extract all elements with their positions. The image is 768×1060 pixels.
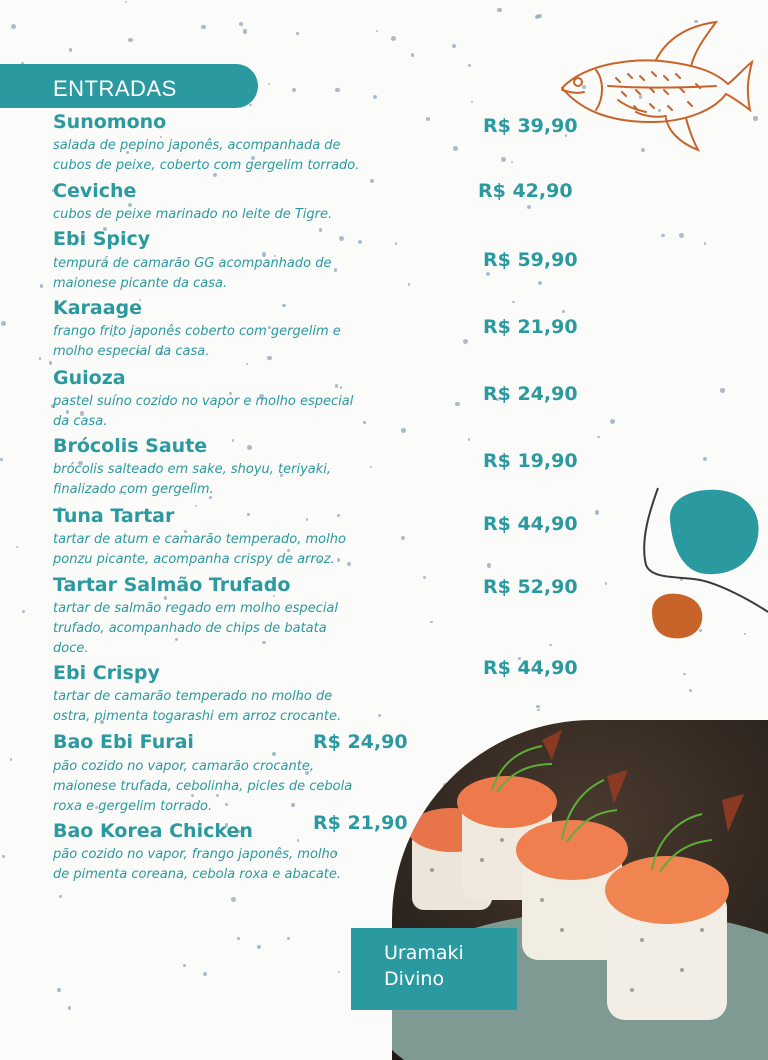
speckle-dot [689, 689, 692, 692]
speckle-dot [1, 321, 6, 326]
menu-item-description: de pimenta coreana, cebola roxa e abacate. [53, 867, 342, 882]
speckle-dot [69, 48, 72, 51]
menu-item-description: frango frito japonês coberto com gergelim e [53, 324, 341, 339]
speckle-dot [232, 439, 234, 441]
speckle-dot [335, 88, 340, 93]
speckle-dot [401, 428, 406, 433]
menu-item-description: maionese trufada, cebolinha, picles de cebola [53, 779, 353, 794]
menu-item-name: Ebi Spicy [53, 228, 151, 250]
menu-item-price: R$ 24,90 [313, 731, 408, 753]
speckle-dot [57, 988, 60, 991]
menu-item-description: maionese picante da casa. [53, 276, 228, 291]
menu-item-description: trufado, acompanhado de chips de batata [53, 621, 327, 636]
speckle-dot [297, 839, 299, 841]
speckle-dot [471, 101, 473, 103]
speckle-dot [347, 562, 351, 566]
speckle-dot [291, 803, 294, 806]
menu-item-price: R$ 39,90 [483, 115, 578, 137]
menu-item-name: Bao Korea Chicken [53, 820, 253, 842]
speckle-dot [262, 641, 266, 645]
menu-item-description: tartar de atum e camarão temperado, molho [53, 532, 346, 547]
speckle-dot [340, 386, 342, 388]
speckle-dot [334, 268, 337, 271]
speckle-dot [452, 44, 456, 48]
speckle-dot [239, 22, 243, 26]
speckle-dot [536, 705, 540, 709]
speckle-dot [376, 30, 378, 32]
speckle-dot [426, 117, 429, 120]
speckle-dot [195, 505, 197, 507]
orange-circle-icon [652, 594, 702, 639]
speckle-dot [549, 644, 552, 647]
speckle-dot [11, 24, 16, 29]
speckle-dot [282, 304, 286, 308]
speckle-dot [497, 8, 502, 13]
speckle-dot [411, 53, 415, 57]
speckle-dot [720, 388, 725, 393]
speckle-dot [661, 234, 665, 238]
menu-item-name: Sunomono [53, 111, 167, 133]
speckle-dot [363, 421, 365, 423]
speckle-dot [268, 83, 270, 85]
decorative-shapes [640, 480, 768, 650]
speckle-dot [246, 363, 248, 365]
menu-item-price: R$ 24,90 [483, 383, 578, 405]
speckle-dot [10, 758, 12, 760]
menu-item-description: da casa. [53, 414, 108, 429]
speckle-dot [0, 458, 3, 461]
speckle-dot [683, 673, 685, 675]
photo-caption-line1: Uramaki [384, 942, 464, 964]
speckle-dot [296, 32, 299, 35]
menu-item-description: doce. [53, 641, 89, 656]
speckle-dot [337, 514, 340, 517]
fish-illustration-icon [556, 18, 756, 158]
speckle-dot [257, 945, 261, 949]
speckle-dot [538, 281, 542, 285]
speckle-dot [703, 457, 707, 461]
speckle-dot [267, 356, 271, 360]
menu-item-description: cubos de peixe, coberto com gergelim torrado. [53, 158, 360, 173]
speckle-dot [40, 284, 43, 287]
menu-item-description: brócolis salteado em sake, shoyu, teriyaki, [53, 462, 332, 477]
menu-item-description: cubos de peixe marinado no leite de Tigre. [53, 207, 333, 222]
menu-item-description: finalizado com gergelim. [53, 482, 214, 497]
speckle-dot [401, 536, 405, 540]
speckle-dot [39, 357, 42, 360]
menu-item-price: R$ 19,90 [483, 450, 578, 472]
speckle-dot [430, 621, 433, 624]
speckle-dot [527, 205, 531, 209]
speckle-dot [535, 15, 539, 19]
speckle-dot [183, 964, 186, 967]
menu-item-description: tartar de salmão regado em molho especial [53, 601, 339, 616]
speckle-dot [511, 161, 514, 164]
teal-circle-icon [670, 490, 759, 574]
menu-item-name: Tuna Tartar [53, 505, 175, 527]
menu-item-price: R$ 52,90 [483, 576, 578, 598]
speckle-dot [597, 436, 599, 438]
menu-item-price: R$ 21,90 [313, 812, 408, 834]
menu-item-description: tartar de camarão temperado no molho de [53, 689, 333, 704]
speckle-dot [225, 803, 228, 806]
speckle-dot [339, 236, 344, 241]
speckle-dot [704, 242, 706, 244]
speckle-dot [423, 576, 426, 579]
speckle-dot [468, 438, 471, 441]
menu-item-description: pão cozido no vapor, camarão crocante, [53, 759, 314, 774]
menu-item-description: roxa e gergelim torrado. [53, 799, 213, 814]
speckle-dot [231, 897, 236, 902]
speckle-dot [128, 38, 132, 42]
speckle-dot [408, 283, 410, 285]
speckle-dot [562, 310, 565, 313]
speckle-dot [319, 228, 322, 231]
menu-item-name: Brócolis Saute [53, 435, 208, 457]
speckle-dot [68, 1006, 71, 1009]
menu-item-price: R$ 44,90 [483, 657, 578, 679]
speckle-dot [453, 146, 458, 151]
speckle-dot [247, 445, 252, 450]
section-title: ENTRADAS [53, 76, 177, 101]
speckle-dot [292, 88, 296, 92]
speckle-dot [391, 36, 396, 41]
speckle-dot [595, 510, 599, 514]
menu-item-price: R$ 42,90 [478, 180, 573, 202]
menu-item-price: R$ 59,90 [483, 249, 578, 271]
speckle-dot [378, 714, 381, 717]
menu-item-name: Bao Ebi Furai [53, 731, 194, 753]
speckle-dot [306, 518, 309, 521]
speckle-dot [59, 895, 62, 898]
speckle-dot [237, 937, 240, 940]
menu-item-description: pão cozido no vapor, frango japonês, molho [53, 847, 338, 862]
speckle-dot [537, 709, 539, 711]
speckle-dot [337, 558, 340, 561]
speckle-dot [22, 610, 25, 613]
menu-item-name: Tartar Salmão Trufado [53, 574, 291, 596]
menu-item-name: Ceviche [53, 180, 137, 202]
speckle-dot [272, 752, 276, 756]
menu-item-name: Karaage [53, 297, 143, 319]
speckle-dot [486, 272, 490, 276]
photo-caption-line2: Divino [384, 968, 445, 990]
speckle-dot [125, 1, 127, 3]
menu-item-name: Guioza [53, 367, 126, 389]
speckle-dot [243, 29, 247, 33]
speckle-dot [468, 64, 471, 67]
speckle-dot [335, 384, 338, 387]
speckle-dot [463, 339, 468, 344]
menu-item-description: pastel suíno cozido no vapor e molho especial [53, 394, 354, 409]
speckle-dot [370, 179, 374, 183]
menu-item-description: ponzu picante, acompanha crispy de arroz. [53, 552, 335, 567]
speckle-dot [487, 563, 491, 567]
menu-item-name: Ebi Crispy [53, 662, 160, 684]
speckle-dot [201, 25, 206, 30]
speckle-dot [2, 855, 5, 858]
speckle-dot [49, 361, 52, 364]
speckle-dot [395, 242, 397, 244]
speckle-dot [512, 301, 515, 304]
speckle-dot [455, 402, 460, 407]
speckle-dot [247, 513, 249, 515]
speckle-dot [370, 466, 372, 468]
speckle-dot [358, 240, 363, 245]
menu-item-description: tempurá de camarão GG acompanhado de [53, 256, 332, 271]
speckle-dot [203, 972, 207, 976]
speckle-dot [501, 157, 506, 162]
menu-item-description: molho especial da casa. [53, 344, 210, 359]
menu-item-price: R$ 21,90 [483, 316, 578, 338]
menu-item-description: salada de pepino japonês, acompanhada de [53, 138, 341, 153]
speckle-dot [679, 233, 684, 238]
speckle-dot [605, 582, 608, 585]
menu-item-description: ostra, pimenta togarashi em arroz crocante. [53, 709, 342, 724]
speckle-dot [373, 95, 377, 99]
speckle-dot [287, 937, 289, 939]
menu-item-price: R$ 44,90 [483, 513, 578, 535]
speckle-dot [338, 971, 340, 973]
speckle-dot [16, 546, 18, 548]
speckle-dot [249, 104, 251, 106]
speckle-dot [610, 419, 615, 424]
